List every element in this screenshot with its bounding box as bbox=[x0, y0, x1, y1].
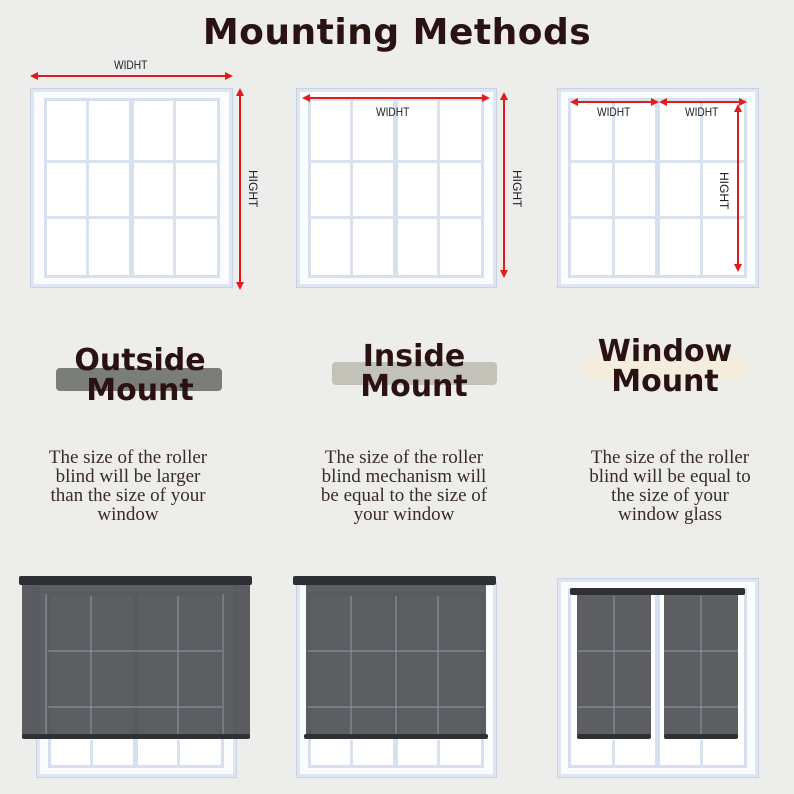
mullion bbox=[700, 100, 703, 275]
arrow-left-icon bbox=[302, 94, 310, 102]
mullion bbox=[613, 596, 615, 734]
window-mount-title bbox=[565, 334, 765, 399]
arrow-up-icon bbox=[734, 104, 742, 112]
mullion bbox=[700, 596, 702, 734]
description-line: the size of your bbox=[611, 485, 729, 506]
window-mount-description bbox=[562, 448, 778, 524]
transom bbox=[48, 706, 222, 708]
transom bbox=[570, 216, 745, 219]
transom bbox=[308, 706, 484, 708]
transom bbox=[48, 650, 222, 652]
inside-mount-title-line1: Inside bbox=[362, 339, 466, 374]
description-line: The size of the roller bbox=[324, 447, 484, 468]
description-line: be equal to the size of bbox=[320, 485, 488, 506]
transom bbox=[308, 650, 484, 652]
width-label-right: WIDHT bbox=[684, 105, 719, 119]
frame-edge bbox=[45, 594, 47, 734]
width-measure-line-left bbox=[574, 101, 654, 103]
mullion bbox=[700, 740, 703, 766]
width-label-left: WIDHT bbox=[596, 105, 631, 119]
mullion bbox=[437, 740, 440, 766]
arrow-up-icon bbox=[500, 92, 508, 100]
transom bbox=[46, 160, 218, 163]
description-line: blind mechanism will bbox=[321, 466, 487, 487]
description-line: The size of the roller bbox=[590, 447, 750, 468]
width-measure-line bbox=[34, 75, 228, 77]
height-label: HIGHT bbox=[717, 172, 731, 210]
outside-mount-title-line1: Outside bbox=[74, 343, 206, 378]
arrow-down-icon bbox=[236, 282, 244, 290]
page-title: Mounting Methods bbox=[202, 12, 592, 53]
roller-bottom-bar bbox=[22, 734, 250, 739]
transom bbox=[664, 706, 738, 708]
arrow-right-icon bbox=[225, 72, 233, 80]
mullion bbox=[350, 100, 353, 275]
roller-headrail bbox=[570, 588, 745, 595]
mullion bbox=[437, 596, 439, 734]
description-line: blind will be larger bbox=[55, 466, 201, 487]
arrow-right-icon bbox=[482, 94, 490, 102]
outside-mount-title-line2: Mount bbox=[86, 373, 194, 408]
description-line: window bbox=[97, 504, 159, 525]
window-mount-title-line1: Window bbox=[597, 334, 733, 369]
inside-mount-title bbox=[314, 339, 514, 404]
inside-mount-title-line2: Mount bbox=[360, 369, 468, 404]
height-measure-line bbox=[239, 92, 241, 284]
mullion bbox=[173, 100, 176, 275]
transom bbox=[310, 160, 482, 163]
arrow-left-icon bbox=[570, 98, 578, 106]
outside-mount-title bbox=[40, 343, 240, 408]
roller-bottom-bar-right bbox=[664, 734, 738, 739]
window-mount-title-line2: Mount bbox=[611, 364, 719, 399]
roller-bottom-bar-left bbox=[577, 734, 651, 739]
mullion bbox=[177, 596, 179, 734]
height-measure-line bbox=[503, 96, 505, 272]
mullion bbox=[177, 740, 180, 766]
description-line: blind will be equal to bbox=[589, 466, 751, 487]
height-measure-line bbox=[737, 108, 739, 266]
roller-headrail bbox=[293, 576, 496, 585]
height-label: HIGHT bbox=[510, 170, 524, 208]
mullion bbox=[90, 596, 92, 734]
arrow-left-icon bbox=[30, 72, 38, 80]
arrow-right-icon bbox=[651, 98, 659, 106]
mullion bbox=[395, 596, 397, 734]
transom bbox=[664, 650, 738, 652]
mullion bbox=[437, 100, 440, 275]
width-label: WIDHT bbox=[375, 105, 410, 119]
arrow-left-icon bbox=[659, 98, 667, 106]
transom bbox=[577, 650, 651, 652]
transom bbox=[577, 706, 651, 708]
mullion bbox=[612, 100, 615, 275]
mullion bbox=[612, 740, 615, 766]
inside-mount-description bbox=[296, 448, 512, 524]
roller-blind-fabric bbox=[22, 584, 250, 736]
width-measure-line-right bbox=[663, 101, 741, 103]
outside-mount-description bbox=[20, 448, 236, 524]
width-measure-line bbox=[306, 97, 484, 99]
description-line: your window bbox=[353, 504, 455, 525]
description-line: window glass bbox=[618, 504, 722, 525]
width-label: WIDHT bbox=[113, 58, 148, 72]
arrow-down-icon bbox=[500, 270, 508, 278]
description-line: The size of the roller bbox=[48, 447, 208, 468]
mullion bbox=[350, 740, 353, 766]
height-label: HIGHT bbox=[246, 170, 260, 208]
frame-edge bbox=[222, 594, 224, 734]
transom bbox=[46, 216, 218, 219]
mullion bbox=[90, 740, 93, 766]
mullion bbox=[350, 596, 352, 734]
mullion bbox=[86, 100, 89, 275]
transom bbox=[570, 160, 745, 163]
arrow-up-icon bbox=[236, 88, 244, 96]
transom bbox=[310, 216, 482, 219]
roller-bottom-bar bbox=[304, 734, 488, 739]
arrow-down-icon bbox=[734, 264, 742, 272]
roller-headrail bbox=[19, 576, 252, 585]
description-line: than the size of your bbox=[50, 485, 206, 506]
